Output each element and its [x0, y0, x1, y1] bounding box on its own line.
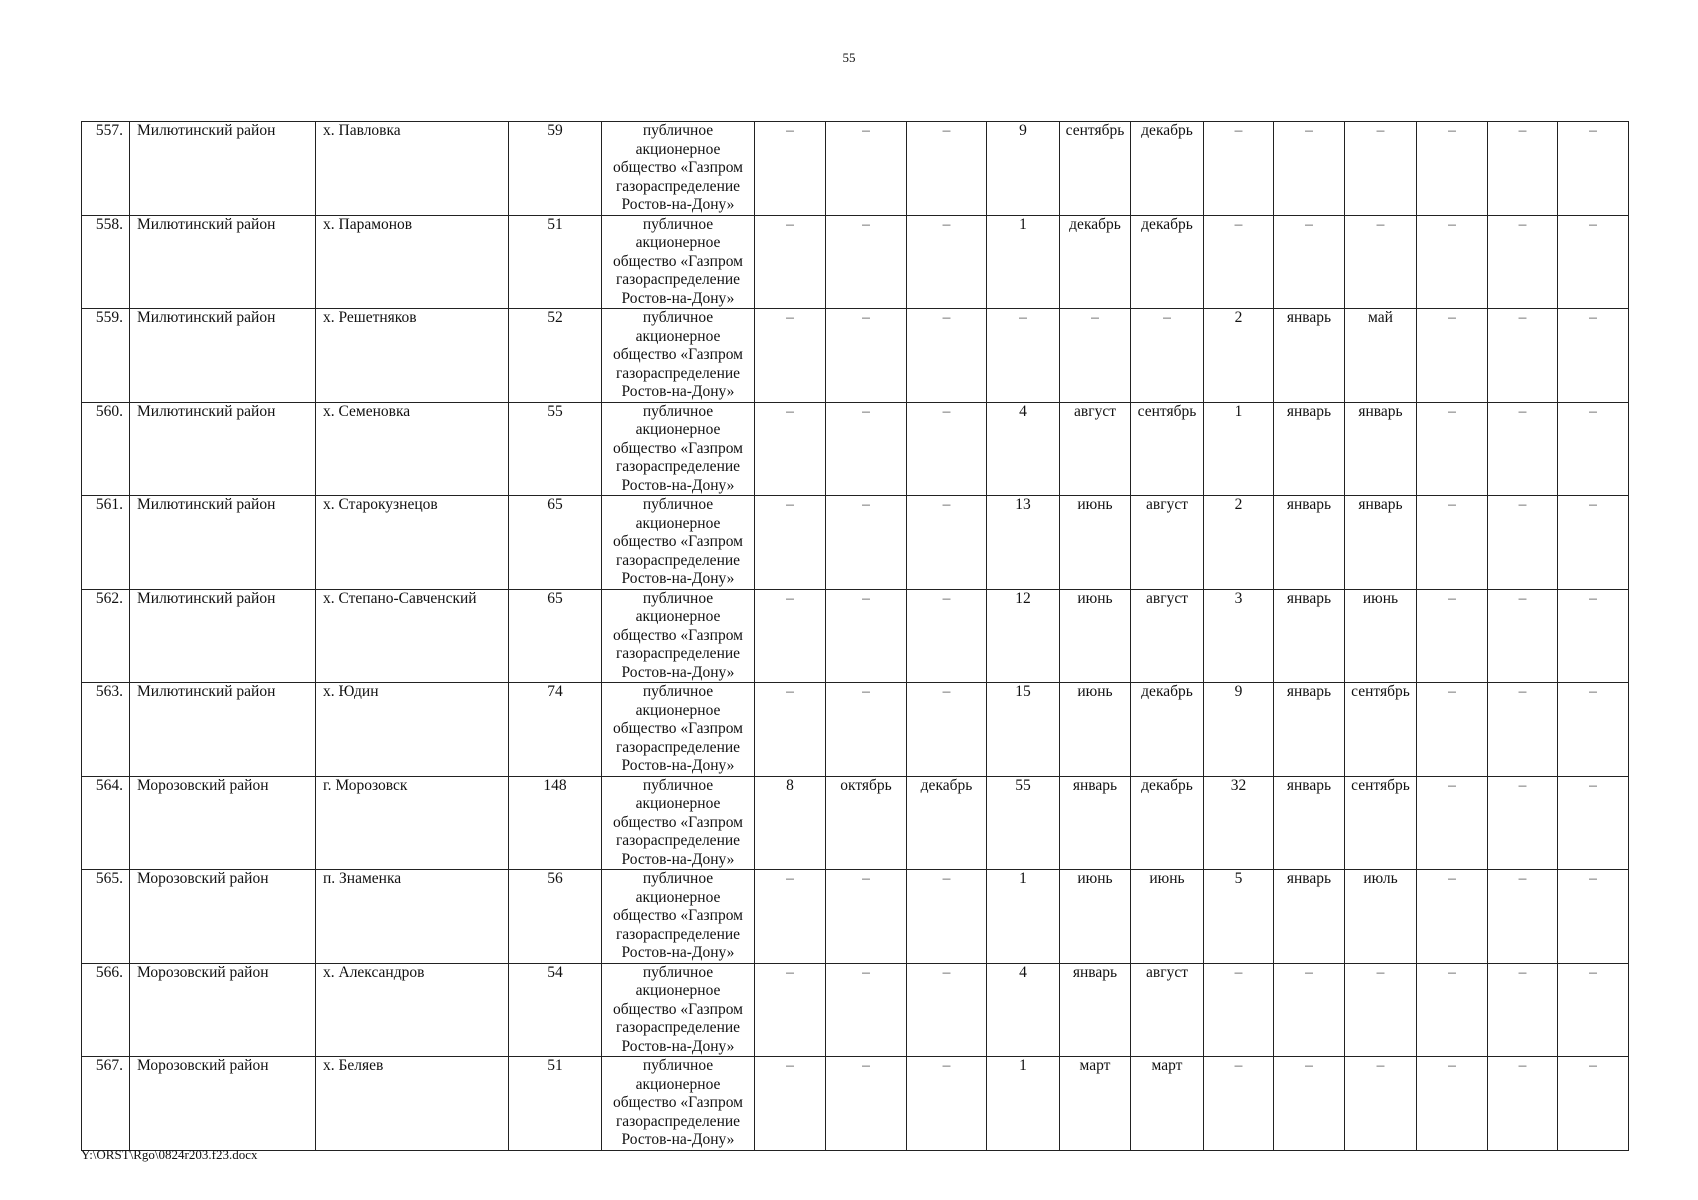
value-cell: 56 — [509, 870, 602, 964]
schedule-cell-2: – — [826, 122, 907, 216]
schedule-cell-5: – — [1060, 309, 1131, 403]
value-cell: 55 — [509, 402, 602, 496]
schedule-cell-3: – — [907, 683, 987, 777]
schedule-cell-10: – — [1417, 776, 1488, 870]
row-number: 558. — [82, 215, 130, 309]
schedule-cell-3: – — [907, 215, 987, 309]
schedule-cell-5: август — [1060, 402, 1131, 496]
schedule-cell-4: 9 — [987, 122, 1060, 216]
schedule-cell-5: июнь — [1060, 589, 1131, 683]
schedule-cell-7: 5 — [1204, 870, 1274, 964]
schedule-cell-7: 2 — [1204, 309, 1274, 403]
schedule-cell-4: 1 — [987, 870, 1060, 964]
schedule-cell-1: – — [755, 683, 826, 777]
schedule-cell-10: – — [1417, 870, 1488, 964]
page-number: 55 — [842, 50, 856, 65]
table-row — [82, 496, 1629, 590]
organization-cell: публичное акционерное общество «Газпром газораспределение Ростов-на-Дону» — [602, 589, 755, 683]
schedule-cell-10: – — [1417, 122, 1488, 216]
value-cell: 65 — [509, 496, 602, 590]
schedule-cell-8: – — [1274, 215, 1345, 309]
schedule-cell-12: – — [1558, 589, 1629, 683]
district-cell: Милютинский район — [130, 309, 316, 403]
schedule-cell-9: май — [1345, 309, 1417, 403]
schedule-cell-11: – — [1488, 776, 1558, 870]
schedule-cell-11: – — [1488, 122, 1558, 216]
schedule-cell-9: июнь — [1345, 589, 1417, 683]
schedule-cell-9: – — [1345, 122, 1417, 216]
schedule-cell-8: январь — [1274, 870, 1345, 964]
settlement-cell: х. Семеновка — [316, 402, 509, 496]
schedule-cell-11: – — [1488, 309, 1558, 403]
settlement-cell: х. Юдин — [316, 683, 509, 777]
schedule-cell-12: – — [1558, 963, 1629, 1057]
gasification-schedule-table — [81, 121, 1629, 1151]
table-row — [82, 870, 1629, 964]
schedule-cell-8: – — [1274, 1057, 1345, 1151]
district-cell: Морозовский район — [130, 870, 316, 964]
district-cell: Морозовский район — [130, 963, 316, 1057]
schedule-cell-2: – — [826, 589, 907, 683]
district-cell: Милютинский район — [130, 215, 316, 309]
schedule-cell-10: – — [1417, 496, 1488, 590]
footer-file-path: Y:\ORST\Rgo\0824r203.f23.docx — [81, 1147, 258, 1162]
organization-cell: публичное акционерное общество «Газпром газораспределение Ростов-на-Дону» — [602, 309, 755, 403]
row-number: 561. — [82, 496, 130, 590]
schedule-cell-11: – — [1488, 496, 1558, 590]
schedule-cell-5: декабрь — [1060, 215, 1131, 309]
row-number: 557. — [82, 122, 130, 216]
value-cell: 74 — [509, 683, 602, 777]
schedule-cell-2: – — [826, 683, 907, 777]
settlement-cell: п. Знаменка — [316, 870, 509, 964]
schedule-cell-8: январь — [1274, 309, 1345, 403]
schedule-cell-7: 9 — [1204, 683, 1274, 777]
schedule-cell-5: июнь — [1060, 870, 1131, 964]
organization-cell: публичное акционерное общество «Газпром газораспределение Ростов-на-Дону» — [602, 683, 755, 777]
row-number: 560. — [82, 402, 130, 496]
schedule-cell-4: 13 — [987, 496, 1060, 590]
schedule-cell-2: октябрь — [826, 776, 907, 870]
settlement-cell: х. Парамонов — [316, 215, 509, 309]
schedule-cell-3: – — [907, 402, 987, 496]
row-number: 562. — [82, 589, 130, 683]
schedule-cell-3: – — [907, 589, 987, 683]
value-cell: 65 — [509, 589, 602, 683]
district-cell: Морозовский район — [130, 1057, 316, 1151]
schedule-cell-1: – — [755, 963, 826, 1057]
schedule-cell-2: – — [826, 309, 907, 403]
schedule-cell-4: 12 — [987, 589, 1060, 683]
organization-cell: публичное акционерное общество «Газпром газораспределение Ростов-на-Дону» — [602, 1057, 755, 1151]
schedule-cell-10: – — [1417, 1057, 1488, 1151]
row-number: 564. — [82, 776, 130, 870]
schedule-cell-3: – — [907, 963, 987, 1057]
organization-cell: публичное акционерное общество «Газпром газораспределение Ростов-на-Дону» — [602, 122, 755, 216]
row-number: 559. — [82, 309, 130, 403]
value-cell: 54 — [509, 963, 602, 1057]
schedule-cell-1: – — [755, 870, 826, 964]
schedule-cell-6: июнь — [1131, 870, 1204, 964]
schedule-cell-11: – — [1488, 963, 1558, 1057]
schedule-cell-11: – — [1488, 589, 1558, 683]
schedule-cell-2: – — [826, 402, 907, 496]
table-row — [82, 963, 1629, 1057]
schedule-cell-1: – — [755, 122, 826, 216]
schedule-cell-8: январь — [1274, 402, 1345, 496]
schedule-cell-6: декабрь — [1131, 776, 1204, 870]
table-row — [82, 589, 1629, 683]
schedule-cell-9: – — [1345, 1057, 1417, 1151]
schedule-cell-6: сентябрь — [1131, 402, 1204, 496]
organization-cell: публичное акционерное общество «Газпром газораспределение Ростов-на-Дону» — [602, 870, 755, 964]
organization-cell: публичное акционерное общество «Газпром газораспределение Ростов-на-Дону» — [602, 776, 755, 870]
schedule-cell-11: – — [1488, 215, 1558, 309]
schedule-cell-1: – — [755, 215, 826, 309]
table-row — [82, 683, 1629, 777]
schedule-cell-1: 8 — [755, 776, 826, 870]
schedule-cell-3: – — [907, 496, 987, 590]
schedule-cell-1: – — [755, 589, 826, 683]
schedule-cell-6: декабрь — [1131, 215, 1204, 309]
settlement-cell: х. Павловка — [316, 122, 509, 216]
schedule-cell-10: – — [1417, 309, 1488, 403]
schedule-cell-1: – — [755, 402, 826, 496]
district-cell: Милютинский район — [130, 589, 316, 683]
schedule-cell-7: 3 — [1204, 589, 1274, 683]
schedule-cell-3: декабрь — [907, 776, 987, 870]
value-cell: 51 — [509, 1057, 602, 1151]
schedule-cell-10: – — [1417, 963, 1488, 1057]
schedule-cell-7: – — [1204, 122, 1274, 216]
schedule-cell-7: 32 — [1204, 776, 1274, 870]
schedule-cell-5: июнь — [1060, 683, 1131, 777]
schedule-cell-6: август — [1131, 496, 1204, 590]
schedule-cell-12: – — [1558, 496, 1629, 590]
schedule-cell-6: март — [1131, 1057, 1204, 1151]
schedule-cell-7: – — [1204, 963, 1274, 1057]
schedule-cell-8: январь — [1274, 496, 1345, 590]
schedule-cell-5: январь — [1060, 963, 1131, 1057]
schedule-cell-12: – — [1558, 122, 1629, 216]
value-cell: 52 — [509, 309, 602, 403]
schedule-cell-5: сентябрь — [1060, 122, 1131, 216]
table-row — [82, 215, 1629, 309]
schedule-cell-7: 1 — [1204, 402, 1274, 496]
district-cell: Милютинский район — [130, 496, 316, 590]
settlement-cell: х. Беляев — [316, 1057, 509, 1151]
schedule-cell-2: – — [826, 215, 907, 309]
schedule-cell-8: январь — [1274, 776, 1345, 870]
schedule-cell-8: – — [1274, 963, 1345, 1057]
schedule-cell-1: – — [755, 309, 826, 403]
settlement-cell: х. Решетняков — [316, 309, 509, 403]
schedule-cell-11: – — [1488, 870, 1558, 964]
district-cell: Морозовский район — [130, 776, 316, 870]
schedule-cell-12: – — [1558, 215, 1629, 309]
schedule-cell-4: 55 — [987, 776, 1060, 870]
settlement-cell: г. Морозовск — [316, 776, 509, 870]
schedule-cell-11: – — [1488, 683, 1558, 777]
schedule-cell-1: – — [755, 496, 826, 590]
schedule-cell-9: январь — [1345, 402, 1417, 496]
schedule-cell-9: – — [1345, 215, 1417, 309]
organization-cell: публичное акционерное общество «Газпром газораспределение Ростов-на-Дону» — [602, 215, 755, 309]
value-cell: 59 — [509, 122, 602, 216]
schedule-cell-12: – — [1558, 402, 1629, 496]
schedule-cell-12: – — [1558, 870, 1629, 964]
schedule-cell-3: – — [907, 122, 987, 216]
schedule-cell-2: – — [826, 963, 907, 1057]
settlement-cell: х. Александров — [316, 963, 509, 1057]
schedule-cell-3: – — [907, 309, 987, 403]
schedule-cell-6: август — [1131, 963, 1204, 1057]
schedule-cell-8: – — [1274, 122, 1345, 216]
row-number: 565. — [82, 870, 130, 964]
schedule-cell-11: – — [1488, 1057, 1558, 1151]
schedule-cell-1: – — [755, 1057, 826, 1151]
schedule-cell-3: – — [907, 870, 987, 964]
organization-cell: публичное акционерное общество «Газпром газораспределение Ростов-на-Дону» — [602, 402, 755, 496]
schedule-cell-12: – — [1558, 776, 1629, 870]
table-row — [82, 122, 1629, 216]
organization-cell: публичное акционерное общество «Газпром газораспределение Ростов-на-Дону» — [602, 496, 755, 590]
schedule-cell-7: – — [1204, 1057, 1274, 1151]
value-cell: 51 — [509, 215, 602, 309]
schedule-cell-6: декабрь — [1131, 122, 1204, 216]
district-cell: Милютинский район — [130, 402, 316, 496]
schedule-cell-2: – — [826, 1057, 907, 1151]
schedule-cell-12: – — [1558, 683, 1629, 777]
row-number: 563. — [82, 683, 130, 777]
schedule-cell-12: – — [1558, 1057, 1629, 1151]
schedule-cell-6: декабрь — [1131, 683, 1204, 777]
schedule-cell-9: июль — [1345, 870, 1417, 964]
schedule-cell-6: – — [1131, 309, 1204, 403]
value-cell: 148 — [509, 776, 602, 870]
schedule-cell-9: январь — [1345, 496, 1417, 590]
schedule-cell-5: январь — [1060, 776, 1131, 870]
schedule-cell-10: – — [1417, 589, 1488, 683]
schedule-cell-5: июнь — [1060, 496, 1131, 590]
table-row — [82, 309, 1629, 403]
schedule-cell-4: 15 — [987, 683, 1060, 777]
schedule-cell-4: 4 — [987, 402, 1060, 496]
table-row — [82, 402, 1629, 496]
schedule-cell-11: – — [1488, 402, 1558, 496]
district-cell: Милютинский район — [130, 122, 316, 216]
schedule-cell-4: 1 — [987, 1057, 1060, 1151]
schedule-cell-4: 1 — [987, 215, 1060, 309]
schedule-cell-12: – — [1558, 309, 1629, 403]
row-number: 567. — [82, 1057, 130, 1151]
schedule-cell-9: – — [1345, 963, 1417, 1057]
row-number: 566. — [82, 963, 130, 1057]
settlement-cell: х. Старокузнецов — [316, 496, 509, 590]
schedule-cell-10: – — [1417, 683, 1488, 777]
schedule-cell-2: – — [826, 870, 907, 964]
schedule-cell-6: август — [1131, 589, 1204, 683]
schedule-cell-9: сентябрь — [1345, 683, 1417, 777]
schedule-cell-8: январь — [1274, 589, 1345, 683]
schedule-cell-9: сентябрь — [1345, 776, 1417, 870]
schedule-cell-5: март — [1060, 1057, 1131, 1151]
schedule-cell-7: 2 — [1204, 496, 1274, 590]
schedule-cell-4: 4 — [987, 963, 1060, 1057]
schedule-cell-8: январь — [1274, 683, 1345, 777]
table-row — [82, 1057, 1629, 1151]
schedule-cell-10: – — [1417, 215, 1488, 309]
schedule-cell-2: – — [826, 496, 907, 590]
organization-cell: публичное акционерное общество «Газпром газораспределение Ростов-на-Дону» — [602, 963, 755, 1057]
schedule-cell-10: – — [1417, 402, 1488, 496]
schedule-cell-7: – — [1204, 215, 1274, 309]
schedule-cell-4: – — [987, 309, 1060, 403]
schedule-cell-3: – — [907, 1057, 987, 1151]
district-cell: Милютинский район — [130, 683, 316, 777]
settlement-cell: х. Степано-Савченский — [316, 589, 509, 683]
table-row — [82, 776, 1629, 870]
